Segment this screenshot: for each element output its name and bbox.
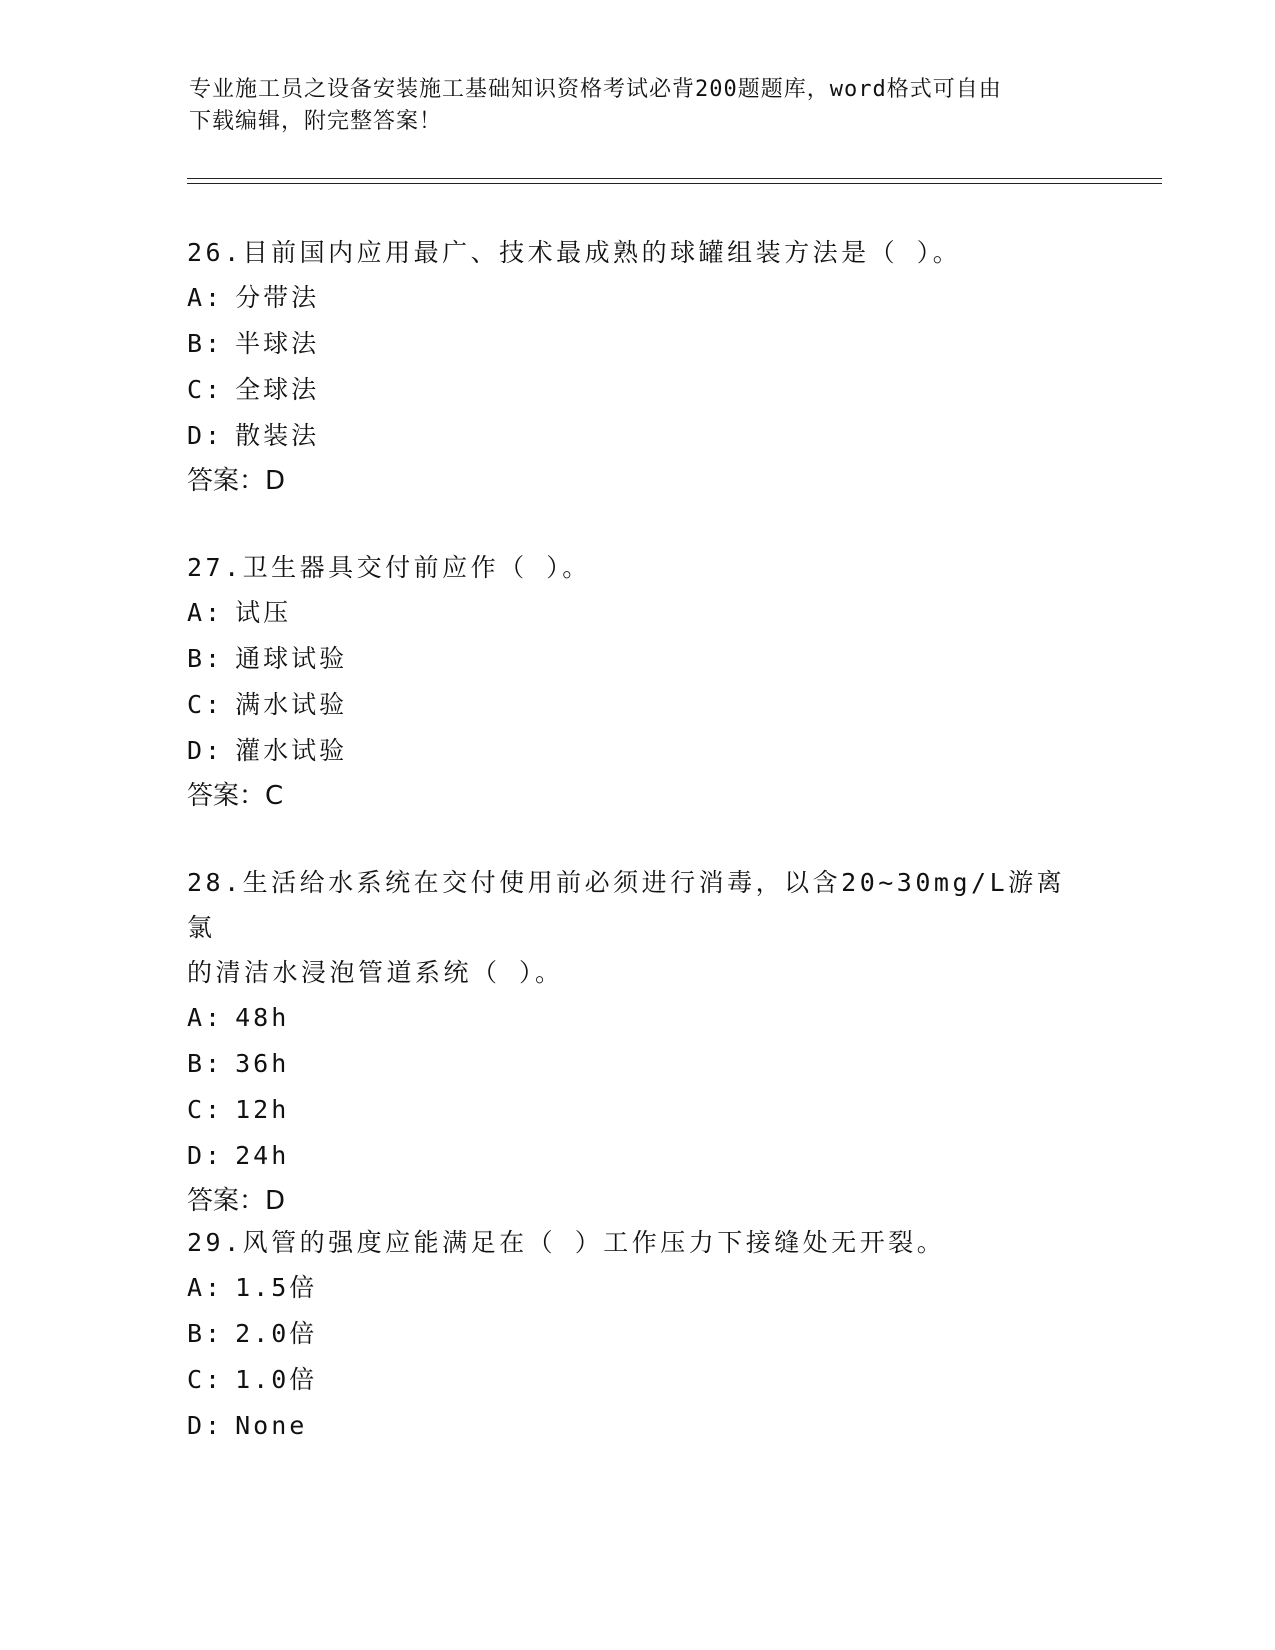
option-text: 24h (235, 1141, 290, 1170)
option-text: 试压 (235, 598, 292, 627)
answer: 答案：C (187, 781, 284, 811)
option-text: 2.0倍 (235, 1319, 318, 1348)
option-letter: D: (187, 1141, 224, 1170)
option-text: 48h (235, 1003, 290, 1032)
option-b (187, 1311, 1087, 1357)
option-letter: C: (187, 1095, 224, 1124)
option-c (187, 1087, 1087, 1133)
option-text: 1.5倍 (235, 1273, 318, 1302)
option-letter: B: (187, 1049, 224, 1078)
option-letter: B: (187, 1319, 224, 1348)
option-text: 通球试验 (235, 644, 348, 673)
answer: 答案：D (187, 1186, 286, 1216)
option-letter: D: (187, 736, 224, 765)
document-header (189, 74, 1089, 138)
option-text: 分带法 (235, 283, 320, 312)
option-letter: C: (187, 690, 224, 719)
option-text: 半球法 (235, 329, 320, 358)
answer: 答案：D (187, 466, 286, 496)
option-letter: B: (187, 644, 224, 673)
option-letter: C: (187, 375, 224, 404)
option-a (187, 1265, 1087, 1311)
option-a (187, 590, 1087, 636)
option-d (187, 413, 1087, 459)
question-28 (187, 860, 1087, 1224)
option-d (187, 728, 1087, 774)
option-text: 36h (235, 1049, 290, 1078)
option-letter: D: (187, 421, 224, 450)
option-b (187, 1041, 1087, 1087)
option-text: 满水试验 (235, 690, 348, 719)
option-c (187, 682, 1087, 728)
question-29 (187, 1220, 1087, 1449)
option-text: 全球法 (235, 375, 320, 404)
question-stem-line-2: 的清洁水浸泡管道系统（ ）。 (187, 958, 564, 987)
option-b (187, 321, 1087, 367)
option-a (187, 275, 1087, 321)
question-stem: 26.目前国内应用最广、技术最成熟的球罐组装方法是（ ）。 (187, 238, 962, 267)
option-text: 12h (235, 1095, 290, 1124)
question-stem: 29.风管的强度应能满足在（ ）工作压力下接缝处无开裂。 (187, 1228, 946, 1257)
option-letter: A: (187, 1273, 224, 1302)
option-a (187, 995, 1087, 1041)
header-line-2: 下载编辑，附完整答案！ (189, 109, 443, 134)
option-c (187, 1357, 1087, 1403)
option-text: 1.0倍 (235, 1365, 318, 1394)
option-c (187, 367, 1087, 413)
option-letter: D: (187, 1411, 224, 1440)
option-d (187, 1133, 1087, 1179)
question-stem-line-1: 28.生活给水系统在交付使用前必须进行消毒，以含20~30mg/L游离氯 (187, 868, 1066, 942)
header-divider-bottom (187, 183, 1162, 184)
option-letter: A: (187, 598, 224, 627)
option-text: 灌水试验 (235, 736, 348, 765)
option-letter: B: (187, 329, 224, 358)
header-line-1: 专业施工员之设备安装施工基础知识资格考试必背200题题库，word格式可自由 (189, 77, 1002, 102)
option-letter: C: (187, 1365, 224, 1394)
question-stem: 27.卫生器具交付前应作（ ）。 (187, 553, 591, 582)
question-27 (187, 545, 1087, 819)
option-letter: A: (187, 1003, 224, 1032)
option-text: None (235, 1411, 308, 1440)
option-text: 散装法 (235, 421, 320, 450)
header-divider-top (187, 178, 1162, 179)
option-letter: A: (187, 283, 224, 312)
question-26 (187, 230, 1087, 504)
option-b (187, 636, 1087, 682)
option-d (187, 1403, 1087, 1449)
